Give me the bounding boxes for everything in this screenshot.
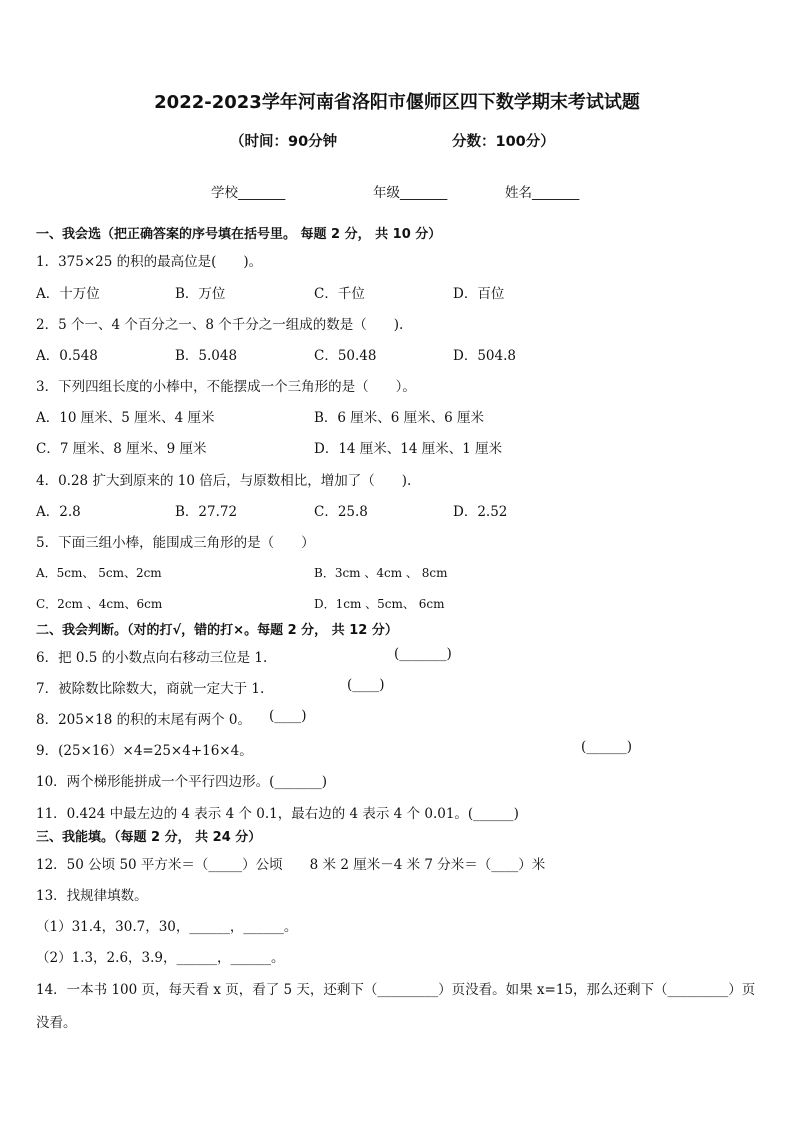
- question-4: 4．0.28 扩大到原来的 10 倍后，与原数相比，增加了（ ).: [36, 473, 412, 489]
- time-info: （时间：90分钟: [230, 134, 338, 150]
- q4-option-c: C．25.8: [314, 504, 368, 520]
- question-12: 12．50 公顷 50 平方米＝（_____）公顷 8 米 2 厘米－4 米 7 分米＝（____）米: [36, 857, 546, 873]
- q2-option-b: B．5.048: [175, 348, 238, 364]
- q5-option-d: D．1cm 、5cm、 6cm: [314, 597, 445, 611]
- q3-option-d: D．14 厘米、14 厘米、1 厘米: [314, 441, 503, 457]
- question-8: 8．205×18 的积的末尾有两个 0。: [36, 712, 252, 728]
- grade-field: 年级_______: [373, 185, 448, 201]
- question-9: 9．(25×16）×4=25×4+16×4。: [36, 743, 253, 759]
- q1-option-b: B．万位: [175, 286, 226, 302]
- question-1: 1．375×25 的积的最高位是( )。: [36, 254, 263, 270]
- section-1-heading: 一、我会选（把正确答案的序号填在括号里。 每题 2 分， 共 10 分）: [36, 227, 442, 242]
- question-6: 6．把 0.5 的小数点向右移动三位是 1.: [36, 650, 268, 666]
- question-5: 5．下面三组小棒，能围成三角形的是（ ）: [36, 535, 315, 551]
- question-13-part-1: （1）31.4，30.7，30，______，______。: [36, 919, 298, 935]
- question-11: 11．0.424 中最左边的 4 表示 4 个 0.1，最右边的 4 表示 4 个 0.01。(______): [36, 806, 519, 822]
- q1-option-d: D．百位: [453, 286, 505, 302]
- q2-option-c: C．50.48: [314, 348, 377, 364]
- q1-option-c: C．千位: [314, 286, 365, 302]
- section-3-heading: 三、我能填。（每题 2 分， 共 24 分）: [36, 830, 262, 845]
- question-14-continued: 没看。: [36, 1015, 77, 1031]
- score-info: 分数：100分）: [452, 134, 555, 150]
- q3-option-b: B．6 厘米、6 厘米、6 厘米: [314, 410, 485, 426]
- q9-answer-blank: (______): [581, 739, 633, 755]
- q1-option-a: A．十万位: [36, 286, 100, 302]
- q2-option-a: A．0.548: [36, 348, 98, 364]
- q4-option-b: B．27.72: [175, 504, 238, 520]
- question-2: 2．5 个一、4 个百分之一、8 个千分之一组成的数是（ ).: [36, 317, 404, 333]
- q4-option-d: D．2.52: [453, 504, 508, 520]
- section-2-heading: 二、我会判断。（对的打√，错的打×。每题 2 分， 共 12 分）: [36, 623, 398, 638]
- q2-option-d: D．504.8: [453, 348, 516, 364]
- question-3: 3．下列四组长度的小棒中，不能摆成一个三角形的是（ ）。: [36, 379, 416, 395]
- school-field: 学校_______: [211, 185, 286, 201]
- question-7: 7．被除数比除数大，商就一定大于 1.: [36, 681, 265, 697]
- question-14: 14．一本书 100 页，每天看 x 页，看了 5 天，还剩下（_________）页没看。如果 x=15，那么还剩下（_________）页: [36, 982, 756, 998]
- q5-option-b: B．3cm 、4cm 、 8cm: [314, 566, 448, 580]
- q8-answer-blank: (____): [269, 708, 307, 724]
- q3-option-a: A．10 厘米、5 厘米、4 厘米: [36, 410, 215, 426]
- question-13: 13．找规律填数。: [36, 888, 148, 904]
- question-10: 10．两个梯形能拼成一个平行四边形。(_______): [36, 774, 327, 790]
- q3-option-c: C．7 厘米、8 厘米、9 厘米: [36, 441, 207, 457]
- q4-option-a: A．2.8: [36, 504, 81, 520]
- q7-answer-blank: (____): [347, 677, 385, 693]
- name-field: 姓名_______: [505, 185, 580, 201]
- question-13-part-2: （2）1.3，2.6，3.9，______，______。: [36, 950, 285, 966]
- q6-answer-blank: (_______): [394, 646, 452, 662]
- q5-option-c: C．2cm 、4cm、6cm: [36, 597, 163, 611]
- page-title: 2022-2023学年河南省洛阳市偃师区四下数学期末考试试题: [154, 92, 640, 113]
- q5-option-a: A．5cm、 5cm、2cm: [36, 566, 162, 580]
